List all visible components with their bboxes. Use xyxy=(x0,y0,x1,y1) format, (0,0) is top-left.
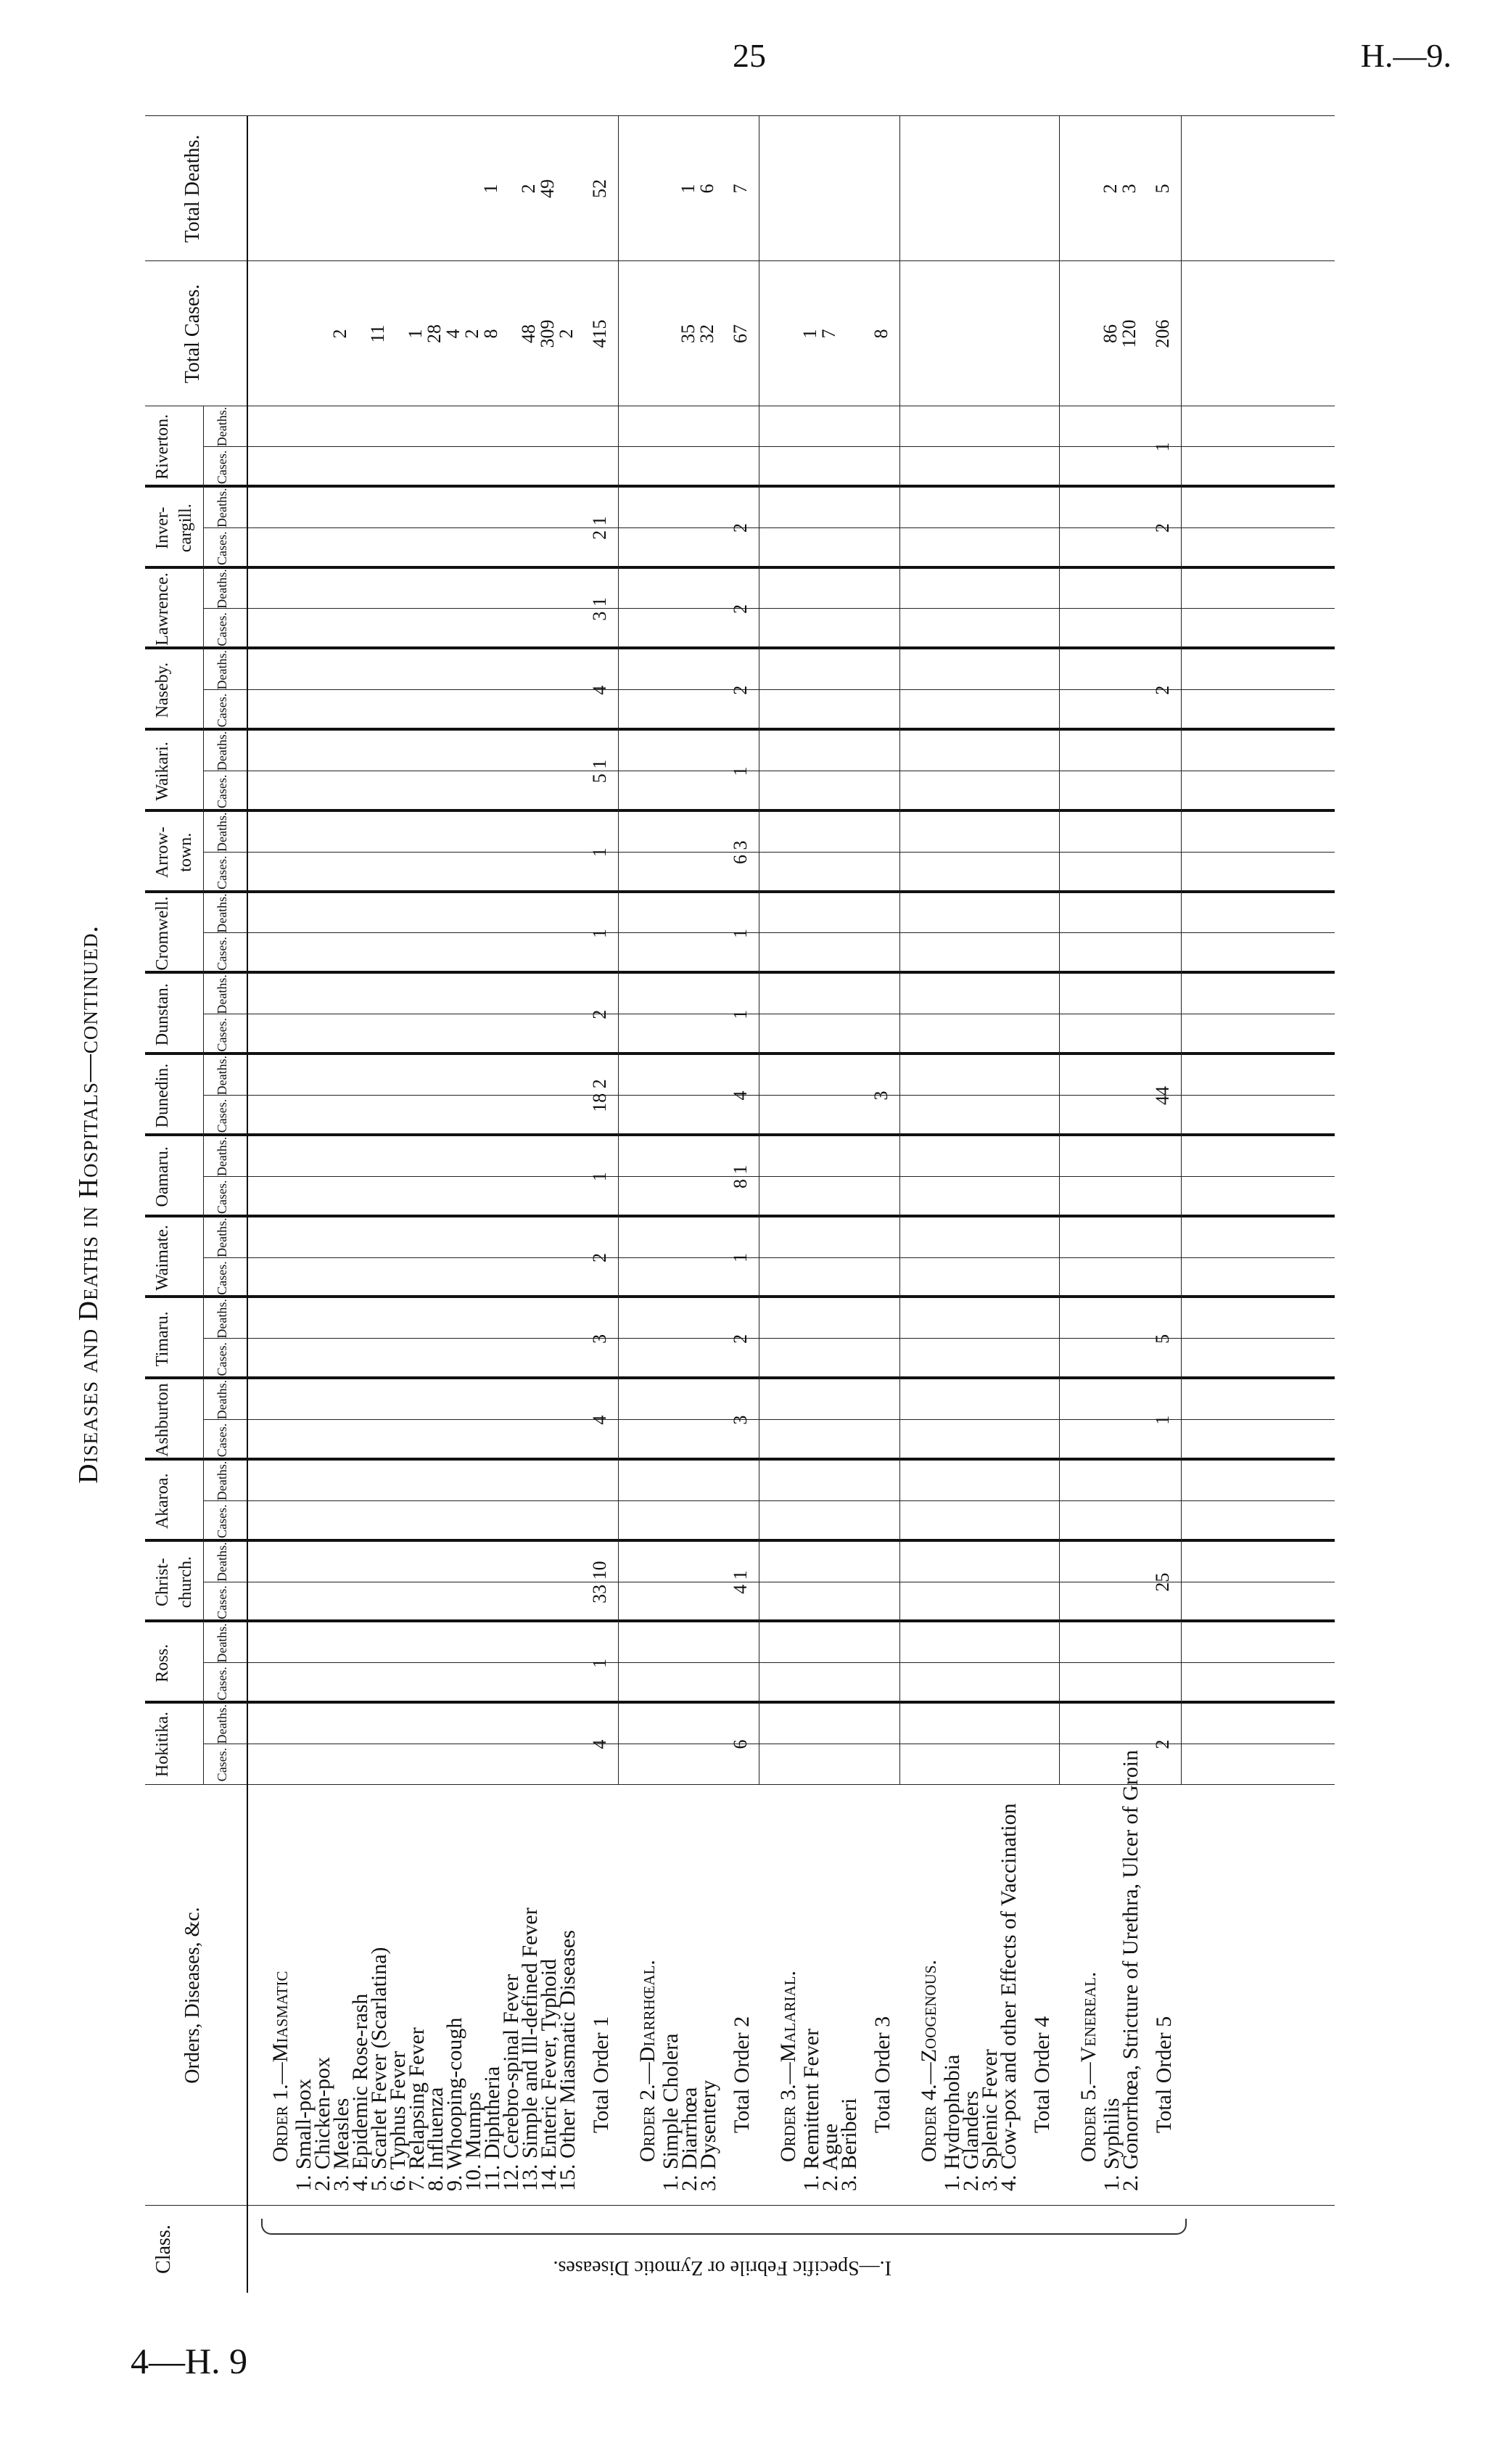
total-cases-0-6: 1 xyxy=(405,329,426,339)
row-label-0-9: 10. Mumps xyxy=(461,2092,485,2191)
order-separator xyxy=(1059,116,1060,1785)
header-deaths-9: Deaths. xyxy=(215,974,229,1014)
header-deaths-6: Deaths. xyxy=(215,1217,229,1257)
header-hospital-10: Cromwell. xyxy=(153,896,172,971)
hosp-total-0-13: 4 xyxy=(589,685,610,695)
total-cases-0-12: 48 xyxy=(518,324,539,343)
order-separator xyxy=(1181,116,1182,1785)
total-deaths-4-1: 3 xyxy=(1119,184,1140,194)
order-title-1: Order 2.—Diarrhœal. xyxy=(635,1960,659,2162)
hosp-total-4-13: 2 xyxy=(1152,685,1173,695)
order-title-2: Order 3.—Malarial. xyxy=(776,1971,800,2162)
total-cases-0-10: 8 xyxy=(480,329,501,339)
row-label-0-0: 1. Small-pox xyxy=(292,2079,316,2191)
total-deaths-0-13: 49 xyxy=(537,179,558,198)
hosp-total-0-0: 4 xyxy=(589,1739,610,1749)
page-number: 25 xyxy=(733,37,766,74)
total-cases-1-2: 32 xyxy=(696,324,717,343)
header-cases-4: Cases. xyxy=(215,1423,229,1458)
hosp-total-0-7: 1 xyxy=(589,1172,610,1182)
row-label-2-1: 2. Ague xyxy=(818,2123,842,2191)
header-deaths-5: Deaths. xyxy=(215,1299,229,1339)
hosp-total-1-6: 1 xyxy=(730,1253,751,1263)
row-label-0-14: 15. Other Miasmatic Diseases xyxy=(556,1930,580,2191)
total-deaths-4-0: 2 xyxy=(1100,184,1121,194)
header-hospital-7: Oamaru. xyxy=(153,1146,172,1207)
table-title: Diseases and Deaths in Hospitals—continued. xyxy=(73,925,104,1484)
total-deaths-0-10: 1 xyxy=(480,184,501,194)
row-label-0-3: 4. Epidemic Rose-rash xyxy=(348,1993,372,2191)
header-cases-0: Cases. xyxy=(215,1747,229,1782)
header-hospital-6: Waimate. xyxy=(153,1225,172,1291)
row-label-0-10: 11. Diphtheria xyxy=(480,2066,504,2191)
grid-vline xyxy=(203,932,1335,933)
header-hospital-13: Naseby. xyxy=(153,662,172,718)
total-label-1: Total Order 2 xyxy=(730,2016,754,2133)
header-cases-13: Cases. xyxy=(215,693,229,728)
total-deaths-0-12: 2 xyxy=(518,184,539,194)
total-cases-0-2: 2 xyxy=(329,329,350,339)
hosp-total-1-15: 2 xyxy=(730,523,751,533)
header-cases-9: Cases. xyxy=(215,1017,229,1052)
header-deaths-0: Deaths. xyxy=(215,1704,229,1744)
row-label-0-6: 7. Relapsing Fever xyxy=(405,2027,429,2191)
hosp-total-1-0: 6 xyxy=(730,1739,751,1749)
hosp-total-0-15: 2 1 xyxy=(589,516,610,540)
order-separator xyxy=(899,116,900,1785)
row-label-3-0: 1. Hydrophobia xyxy=(940,2054,964,2191)
header-hospital-8: Dunedin. xyxy=(153,1063,172,1128)
header-class: Class. xyxy=(152,2225,175,2274)
hosp-total-0-12: 5 1 xyxy=(589,759,610,784)
hosp-total-1-10: 1 xyxy=(730,928,751,938)
header-cases-15: Cases. xyxy=(215,531,229,565)
header-total-cases: Total Cases. xyxy=(181,284,204,384)
total-deaths-1-2: 6 xyxy=(696,184,717,194)
hosp-total-1-9: 1 xyxy=(730,1009,751,1019)
grid-vline xyxy=(145,2205,1335,2206)
header-hospital-16: Riverton. xyxy=(153,414,172,480)
header-deaths-10: Deaths. xyxy=(215,893,229,933)
header-cases-8: Cases. xyxy=(215,1098,229,1133)
row-label-2-0: 1. Remittent Fever xyxy=(799,2028,823,2191)
hosp-total-4-8: 44 xyxy=(1152,1086,1173,1106)
hosp-total-0-10: 1 xyxy=(589,928,610,938)
header-hospital-3: Akaroa. xyxy=(153,1473,172,1529)
header-hospital-9: Dunstan. xyxy=(153,983,172,1046)
row-label-1-0: 1. Simple Cholera xyxy=(659,2033,683,2191)
total-cases-2-0: 1 xyxy=(799,329,820,339)
header-deaths-4: Deaths. xyxy=(215,1379,229,1420)
hosp-total-0-4: 4 xyxy=(589,1415,610,1425)
order-total-deaths-1: 7 xyxy=(730,184,751,194)
header-cases-1: Cases. xyxy=(215,1667,229,1701)
order-title-3: Order 4.—Zoogenous. xyxy=(917,1960,941,2162)
grid-vline xyxy=(203,1176,1335,1177)
total-label-4: Total Order 5 xyxy=(1152,2016,1176,2133)
header-cases-6: Cases. xyxy=(215,1261,229,1295)
row-label-0-13: 14. Enteric Fever, Typhoid xyxy=(537,1958,561,2191)
header-deaths-8: Deaths. xyxy=(215,1055,229,1096)
total-cases-0-9: 2 xyxy=(461,329,482,339)
row-label-0-11: 12. Cerebro-spinal Fever xyxy=(499,1974,523,2191)
header-hospital-1: Ross. xyxy=(153,1644,172,1683)
total-cases-0-7: 28 xyxy=(424,324,445,343)
hosp-total-1-13: 2 xyxy=(730,685,751,695)
header-hospital-4: Ashburton xyxy=(153,1383,172,1457)
grid-vline xyxy=(203,1500,1335,1501)
header-hospital-5: Timaru. xyxy=(153,1311,172,1367)
row-label-0-1: 2. Chicken-pox xyxy=(310,2057,334,2191)
hosp-total-4-4: 1 xyxy=(1152,1415,1173,1425)
row-label-0-5: 6. Typhus Fever xyxy=(386,2050,410,2191)
total-cases-0-14: 2 xyxy=(556,329,577,339)
hosp-total-0-1: 1 xyxy=(589,1658,610,1668)
rotated-table-container xyxy=(73,116,1422,2293)
hosp-total-1-7: 8 1 xyxy=(730,1165,751,1189)
hosp-total-0-11: 1 xyxy=(589,847,610,858)
header-deaths-3: Deaths. xyxy=(215,1461,229,1501)
hosp-total-1-14: 2 xyxy=(730,604,751,614)
header-hospital-0: Hokitika. xyxy=(153,1712,172,1778)
hosp-total-0-6: 2 xyxy=(589,1253,610,1263)
header-deaths-16: Deaths. xyxy=(215,406,229,447)
grid-vline xyxy=(203,852,1335,853)
header-deaths-15: Deaths. xyxy=(215,488,229,527)
header-orders: Orders, Diseases, &c. xyxy=(181,1907,204,2084)
order-total-cases-1: 67 xyxy=(730,324,751,343)
header-deaths-1: Deaths. xyxy=(215,1623,229,1663)
hosp-total-0-5: 3 xyxy=(589,1334,610,1344)
row-label-1-1: 2. Diarrhœa xyxy=(678,2087,701,2191)
header-total-deaths: Total Deaths. xyxy=(181,134,204,243)
order-title-0: Order 1.—Miasmatic xyxy=(268,1971,292,2162)
total-deaths-1-1: 1 xyxy=(678,184,699,194)
grid-hline xyxy=(203,406,204,1785)
grid-vline xyxy=(203,1662,1335,1663)
hosp-total-1-12: 1 xyxy=(730,766,751,776)
order-total-cases-0: 415 xyxy=(589,319,610,348)
total-cases-4-1: 120 xyxy=(1119,319,1140,348)
header-cases-2: Cases. xyxy=(215,1585,229,1619)
total-cases-0-4: 11 xyxy=(367,324,388,343)
hosp-total-4-0: 2 xyxy=(1152,1739,1173,1749)
hosp-total-0-8: 18 2 xyxy=(589,1079,610,1112)
header-cases-14: Cases. xyxy=(215,612,229,646)
hosp-total-4-15: 2 xyxy=(1152,523,1173,533)
page-reference: H.—9. xyxy=(1360,37,1451,74)
order-total-cases-4: 206 xyxy=(1152,319,1173,348)
header-cases-3: Cases. xyxy=(215,1504,229,1539)
header-cases-7: Cases. xyxy=(215,1180,229,1214)
hosp-total-0-14: 3 1 xyxy=(589,597,610,621)
row-label-0-4: 5. Scarlet Fever (Scarlatina) xyxy=(367,1947,391,2191)
header-cases-5: Cases. xyxy=(215,1342,229,1376)
hosp-total-2-8: 3 xyxy=(870,1091,891,1101)
row-label-3-1: 2. Glanders xyxy=(959,2090,983,2191)
row-label-0-8: 9. Whooping-cough xyxy=(442,2017,466,2191)
header-deaths-12: Deaths. xyxy=(215,731,229,771)
row-label-0-12: 13. Simple and Ill-defined Fever xyxy=(518,1907,542,2191)
grid-vline xyxy=(203,1257,1335,1258)
order-total-deaths-4: 5 xyxy=(1152,184,1173,194)
disease-table xyxy=(145,116,1335,2293)
hosp-total-4-5: 5 xyxy=(1152,1334,1173,1344)
hosp-total-1-5: 2 xyxy=(730,1334,751,1344)
row-label-0-2: 3. Measles xyxy=(329,2098,353,2191)
printer-signature: 4—H. 9 xyxy=(131,2341,248,2381)
total-label-0: Total Order 1 xyxy=(589,2016,613,2133)
order-title-4: Order 5.—Venereal. xyxy=(1076,1971,1100,2162)
header-deaths-11: Deaths. xyxy=(215,812,229,853)
hosp-total-1-11: 6 3 xyxy=(730,840,751,864)
header-cases-16: Cases. xyxy=(215,450,229,485)
class-label: I.—Specific Febrile or Zymotic Diseases. xyxy=(553,2256,892,2279)
order-total-cases-2: 8 xyxy=(870,329,891,339)
hosp-total-1-8: 4 xyxy=(730,1091,751,1101)
total-cases-1-1: 35 xyxy=(678,324,699,343)
total-label-2: Total Order 3 xyxy=(870,2016,894,2133)
header-hospital-15: Inver-cargill. xyxy=(153,504,195,553)
total-cases-0-8: 4 xyxy=(442,329,464,339)
hosp-total-1-2: 4 1 xyxy=(730,1570,751,1594)
header-deaths-13: Deaths. xyxy=(215,650,229,690)
row-label-0-7: 8. Influenza xyxy=(424,2087,448,2191)
header-deaths-14: Deaths. xyxy=(215,569,229,609)
hosp-total-0-9: 2 xyxy=(589,1009,610,1019)
header-hospital-14: Lawrence. xyxy=(153,572,172,646)
total-cases-2-1: 7 xyxy=(818,329,839,339)
header-cases-12: Cases. xyxy=(215,774,229,809)
header-deaths-7: Deaths. xyxy=(215,1136,229,1177)
hosp-total-4-16: 1 xyxy=(1152,442,1173,452)
total-cases-0-13: 309 xyxy=(537,319,558,348)
header-hospital-11: Arrow-town. xyxy=(153,826,195,879)
row-label-4-0: 1. Syphilis xyxy=(1100,2098,1124,2191)
row-label-1-2: 3. Dysentery xyxy=(696,2079,720,2191)
total-label-3: Total Order 4 xyxy=(1030,2016,1054,2133)
header-cases-10: Cases. xyxy=(215,937,229,971)
hosp-total-4-2: 25 xyxy=(1152,1572,1173,1592)
row-label-3-2: 3. Splenic Fever xyxy=(978,2049,1002,2191)
header-hospital-12: Waikari. xyxy=(153,742,172,801)
row-label-3-3: 4. Cow-pox and other Effects of Vaccination xyxy=(997,1803,1021,2191)
order-separator xyxy=(618,116,619,1785)
row-label-2-2: 3. Beriberi xyxy=(837,2098,861,2191)
header-hospital-2: Christ-church. xyxy=(153,1556,195,1609)
class-brace xyxy=(261,2219,1187,2235)
hosp-total-1-4: 3 xyxy=(730,1415,751,1425)
grid-hline xyxy=(247,116,248,2293)
row-label-4-1: 2. Gonorrhœa, Stricture of Urethra, Ulcer of Groin xyxy=(1119,1749,1142,2191)
total-cases-4-0: 86 xyxy=(1100,324,1121,343)
order-total-deaths-0: 52 xyxy=(589,179,610,198)
grid-vline xyxy=(203,608,1335,609)
hosp-total-0-2: 33 10 xyxy=(589,1561,610,1603)
header-deaths-2: Deaths. xyxy=(215,1542,229,1582)
header-cases-11: Cases. xyxy=(215,855,229,890)
